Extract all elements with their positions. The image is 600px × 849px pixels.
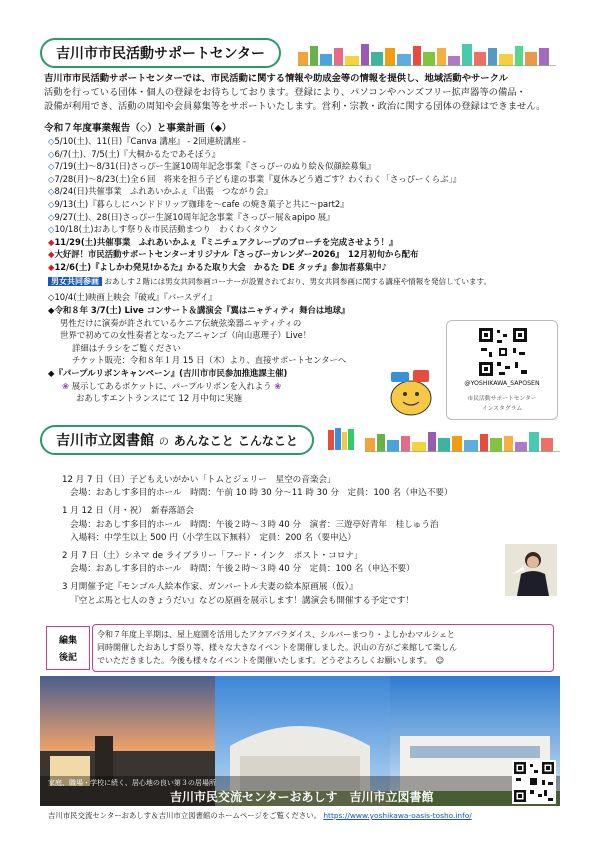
report-item [48,135,568,148]
event-title: 12 月 7 日（日）子どもえいがかい「トムとジェリー 星空の音楽会」 [62,475,336,485]
report-item [48,261,568,274]
intro-line: 設備が利用でき、活動の周知や会員募集等をサポートいたします。営利・宗教・政治に関する団体の登録はできません。 [44,101,546,112]
library-subtitle-particle: の [158,437,169,448]
event-item [62,474,532,500]
report-item [48,185,568,198]
gender-equality-text: おあしす２階には男女共同参画コーナーが設置されており、男女共同参画に関する講座や情報を発信しています。 [104,277,492,286]
editor-label: 後記 [58,653,77,663]
report-item-text: 8/24(日)共催事業 ふれあいかふぇ『出張 つながり会』 [54,186,273,197]
report-item-text: 11/29(土)共催事業 ふれあいかふぇ『ミニチュアクレープのブローチを完成させよう！』 [54,236,398,247]
report-item [48,198,568,211]
intro-text [44,72,564,114]
instagram-qr-code[interactable] [477,326,529,378]
event-detail: 会場：おあしす多目的ホール 時間：午後２時～３時 40 分 定員：100 名（申込不要） [70,564,415,575]
diamond-open-icon: ◇ [48,173,55,184]
report-item [48,173,568,186]
mascot-illustration [385,368,437,418]
diamond-filled-icon: ◆ [48,236,55,247]
event-detail: 『空とぶ馬と七人のきょうだい』などの原画を展示します！講演会も開催する予定です！ [70,595,414,606]
ribbon-line: おあしすエントランスにて 12 月中旬に実施 [76,393,243,404]
library-title: 吉川市立図書館 [56,433,154,449]
editor-note-text [97,628,549,667]
diamond-open-icon: ◇ [48,211,55,222]
report-list [48,135,568,274]
event-item [62,550,532,576]
gender-equality-line [48,276,491,287]
report-item [48,248,568,261]
ribbon-line [48,380,438,393]
ribbon-title: ◆『パープルリボンキャンペーン』(吉川市市民参加推進課主催) [48,368,288,378]
report-heading: 令和７年度事業報告（◇）と事業計画（◆） [44,123,232,134]
intro-line: 吉川市市民活動サポートセンターでは、市民活動に関する情報や助成金等の情報を提供し、地域活動やサークル [44,73,508,84]
event-item [62,581,532,607]
diamond-open-icon: ◇ [48,186,55,197]
instagram-caption: 市民活動サポートセンター [467,396,537,402]
ribbon-block [48,367,438,405]
editor-line: でいただきました。今後も様々なイベントを開催いたします。どうぞよろしくお願いします。 ☺ [97,656,445,665]
skyline-decoration [298,42,556,66]
event-item [62,505,532,545]
intro-line: 活動を行っている団体・個人の登録をお待ちしております。登録により、パソコンやハンズフリー拡声器等の備品・ [44,87,526,98]
concert-block [48,304,438,367]
skyline-decoration [365,430,560,452]
diamond-open-icon: ◇ [48,198,55,209]
diamond-open-icon: ◇ [48,136,55,146]
concert-line: 世界で初めての女性奏者となったアニャンゴ（向山恵理子）Live！ [60,330,312,341]
event-title: 1 月 12 日（月・祝） 新春落語会 [62,506,195,517]
report-item [48,223,568,236]
diamond-filled-icon: ◆ [48,261,55,272]
instagram-handle: @YOSHIKAWA_SAPOSEN [464,380,540,387]
event-detail: 会場：おあしす多目的ホール 時間：午前 10 時 30 分～11 時 30 分 定員：100 名（申込不要） [70,488,453,499]
footer [48,810,568,821]
report-item-text: 大好評！市民活動サポートセンターオリジナル『さっぴーカレンダー2026』 12月初旬から配布 [54,249,419,260]
report-item-text: 12/6(土)『よしかわ発見!かるた』かるた取り大会 かるた DE タッチ』参加者募集中♪ [54,261,387,272]
ribbon-line-text: 展示してあるポケットに、パープルリボンを入れよう [71,380,272,391]
concert-line: 男性だけに演奏が許されているケニア伝統弦楽器ニャティティの [60,317,302,328]
homepage-link[interactable]: https://www.yoshikawa-oasis-tosho.info/ [323,811,472,820]
diamond-filled-icon: ◆ [48,249,55,260]
report-item-1004: ◇10/4(土)映画上映会『破戒』『バースデイ』 [48,292,217,302]
footer-text: 吉川市民交流センターおあしす＆吉川市立図書館のホームページをご覧ください。 [48,811,322,820]
library-events [62,474,532,608]
report-item-text: 9/13(土)『暮らしにハンドドリップ珈琲を～cafe の焼き菓子と共に～part2』 [54,198,349,209]
report-item [48,148,568,161]
diamond-open-icon: ◇ [48,148,55,159]
report-item-text: 10/18(土)おあしす祭り＆市民活動まつり わくわくタウン [54,224,278,235]
report-item [48,236,568,249]
center-title: 吉川市市民活動サポートセンター [40,38,281,68]
editor-line: 同時開催したおあしす祭り等、様々な大きなイベントを開催しました。沢山の方がご来館して楽しん [97,643,457,652]
report-item [48,211,568,224]
performer-photo [505,544,557,596]
diamond-open-icon: ◇ [48,224,55,235]
gender-equality-badge: 男女共同参画 [48,277,102,286]
ribbon-icon: ❀ [274,380,282,391]
event-detail: 会場：おあしす多目的ホール 時間：午後２時～３時 40 分 演者：三遊亭好青年 桂しゅう治 [70,519,439,530]
library-subtitle: あんなこと こんなこと [173,434,298,448]
report-item-text: 9/27(土)、28(日)さっぴー生誕10周年記念事業『さっぴー展＆apipo 展』 [54,211,335,222]
instagram-box [446,320,558,420]
books-icon [326,426,356,450]
editor-label: 編集 [58,636,77,646]
homepage-qr-code[interactable] [512,760,556,804]
concert-line: 詳細はチラシをご覧ください [72,342,181,353]
event-title: 3 月開催予定『モンゴル人絵本作家、ガンバートル夫妻の絵本原画展（仮）』 [62,582,358,593]
photo-caption-small: 家庭、職場・学校に続く、居心地の良い第３の居場所 [48,779,216,787]
report-item-text: 5/10(土)、11(日)『Canva 講座』 - 2回連続講座 - [54,136,246,146]
report-item-text: 6/7(土)、7/5(土)『大桐かるたであそぼう』 [54,148,221,159]
photo-caption-big: 吉川市民交流センターおあしす 吉川市立図書館 [170,790,434,804]
diamond-open-icon: ◇ [48,161,55,172]
report-item-text: 7/19(土)～8/31(日)さっぴー生誕10周年記念事業『さっぴーのぬり絵＆似顔絵募集』 [54,161,376,172]
editor-label-box [46,626,90,670]
concert-title: ◆令和８年 3/7(土) Live コンサート＆講演会『翼はニャティティ 舞台は地球』 [48,305,350,315]
event-detail: 入場料：中学生以上 500 円（小学生以下無料） 定員：200 名（要申込） [70,532,356,543]
report-item-text: 7/28(月)～8/23(土)全６回 将来を担う子ども達の事業『夏休みどう過ごす？わくわく「さっぴーくらぶ」』 [54,173,462,184]
concert-line: チケット販売：令和８年１月 15 日（木）より、直接サポートセンターへ [72,355,347,366]
library-title-pill [40,425,314,455]
editor-line: 令和７年度上半期は、屋上庭園を活用したアクアパラダイス、シルバーまつり・よしかわマルシェと [97,630,455,639]
ribbon-icon: ❀ [62,380,70,391]
event-title: 2 月 7 日（土）シネマ de ライブラリー「フード・インク ポスト・コロナ」 [62,551,363,562]
instagram-caption: インスタグラム [481,406,523,412]
report-item [48,160,568,173]
